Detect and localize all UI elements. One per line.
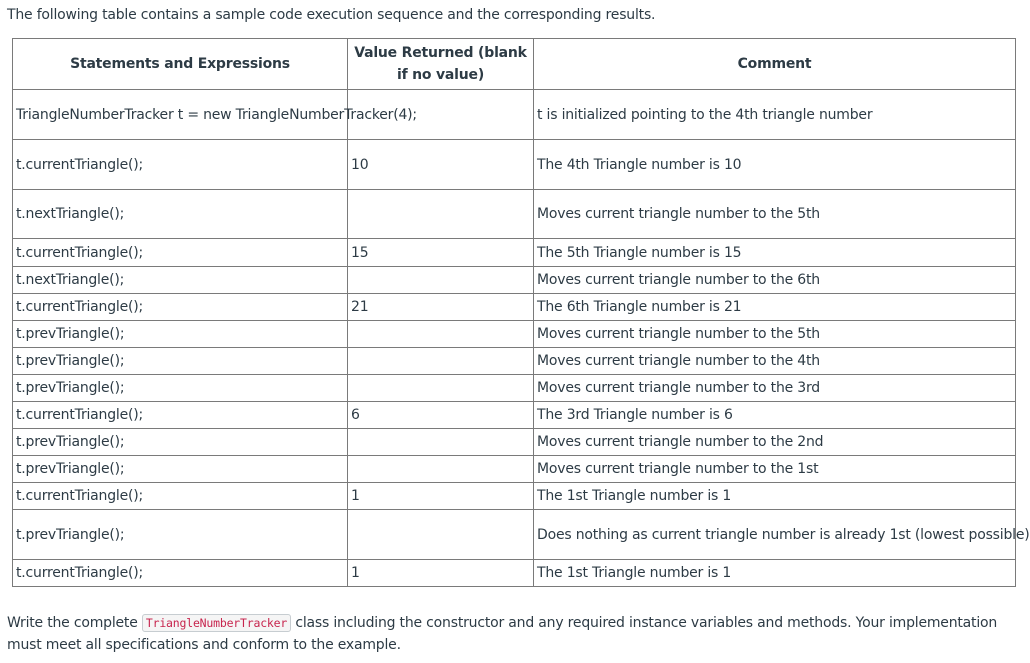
statement-cell: t.prevTriangle(); bbox=[13, 429, 348, 456]
header-value-returned: Value Returned (blank if no value) bbox=[348, 39, 534, 90]
comment-cell: Moves current triangle number to the 6th bbox=[534, 267, 1016, 294]
table-row bbox=[13, 456, 1016, 483]
statement-cell: t.nextTriangle(); bbox=[13, 190, 348, 239]
comment-cell: Moves current triangle number to the 3rd bbox=[534, 375, 1016, 402]
value-cell bbox=[348, 321, 534, 348]
statement-cell: t.currentTriangle(); bbox=[13, 402, 348, 429]
instructions-text bbox=[7, 612, 1007, 656]
table-header-row bbox=[13, 39, 1016, 90]
comment-cell: The 5th Triangle number is 15 bbox=[534, 239, 1016, 267]
table-row bbox=[13, 239, 1016, 267]
comment-cell: The 1st Triangle number is 1 bbox=[534, 560, 1016, 587]
comment-cell: Moves current triangle number to the 2nd bbox=[534, 429, 1016, 456]
intro-text: The following table contains a sample code execution sequence and the corresponding results. bbox=[7, 7, 656, 23]
value-cell bbox=[348, 510, 534, 560]
comment-cell: Moves current triangle number to the 5th bbox=[534, 321, 1016, 348]
value-cell bbox=[348, 267, 534, 294]
value-cell: 15 bbox=[348, 239, 534, 267]
value-cell: 6 bbox=[348, 402, 534, 429]
table-row bbox=[13, 267, 1016, 294]
table-row bbox=[13, 348, 1016, 375]
instructions-before: Write the complete bbox=[7, 615, 142, 631]
value-cell bbox=[348, 429, 534, 456]
table-row bbox=[13, 140, 1016, 190]
value-cell bbox=[348, 190, 534, 239]
table-row bbox=[13, 294, 1016, 321]
value-cell bbox=[348, 375, 534, 402]
header-comment: Comment bbox=[534, 39, 1016, 90]
value-cell: 1 bbox=[348, 483, 534, 510]
table-row bbox=[13, 375, 1016, 402]
statement-cell: t.currentTriangle(); bbox=[13, 483, 348, 510]
execution-table bbox=[12, 38, 1030, 587]
header-statements: Statements and Expressions bbox=[13, 39, 348, 90]
class-name-code: TriangleNumberTracker bbox=[142, 614, 291, 632]
statement-cell: t.prevTriangle(); bbox=[13, 348, 348, 375]
comment-cell: The 1st Triangle number is 1 bbox=[534, 483, 1016, 510]
statement-cell: TriangleNumberTracker t = new TriangleNumberTracker(4); bbox=[13, 90, 348, 140]
table-row bbox=[13, 402, 1016, 429]
comment-cell: Moves current triangle number to the 1st bbox=[534, 456, 1016, 483]
table-row bbox=[13, 560, 1016, 587]
table-row bbox=[13, 190, 1016, 239]
statement-cell: t.nextTriangle(); bbox=[13, 267, 348, 294]
table-row bbox=[13, 510, 1016, 560]
table-row bbox=[13, 483, 1016, 510]
statement-cell: t.currentTriangle(); bbox=[13, 239, 348, 267]
comment-cell: t is initialized pointing to the 4th triangle number bbox=[534, 90, 1016, 140]
table-row bbox=[13, 429, 1016, 456]
comment-cell: The 3rd Triangle number is 6 bbox=[534, 402, 1016, 429]
value-cell: 10 bbox=[348, 140, 534, 190]
comment-cell: The 6th Triangle number is 21 bbox=[534, 294, 1016, 321]
statement-cell: t.currentTriangle(); bbox=[13, 140, 348, 190]
statement-cell: t.prevTriangle(); bbox=[13, 321, 348, 348]
comment-cell: The 4th Triangle number is 10 bbox=[534, 140, 1016, 190]
comment-cell: Moves current triangle number to the 4th bbox=[534, 348, 1016, 375]
instructions-after: class including the constructor and any required instance variables and methods. Your implementation must meet all specifications and conform to the example. bbox=[7, 615, 998, 653]
value-cell bbox=[348, 348, 534, 375]
statement-cell: t.prevTriangle(); bbox=[13, 510, 348, 560]
statement-cell: t.currentTriangle(); bbox=[13, 560, 348, 587]
statement-cell: t.currentTriangle(); bbox=[13, 294, 348, 321]
table-row bbox=[13, 90, 1016, 140]
value-cell bbox=[348, 456, 534, 483]
statement-cell: t.prevTriangle(); bbox=[13, 375, 348, 402]
statement-cell: t.prevTriangle(); bbox=[13, 456, 348, 483]
value-cell: 1 bbox=[348, 560, 534, 587]
value-cell: 21 bbox=[348, 294, 534, 321]
comment-cell: Does nothing as current triangle number is already 1st (lowest possible) bbox=[534, 510, 1016, 560]
comment-cell: Moves current triangle number to the 5th bbox=[534, 190, 1016, 239]
table-row bbox=[13, 321, 1016, 348]
